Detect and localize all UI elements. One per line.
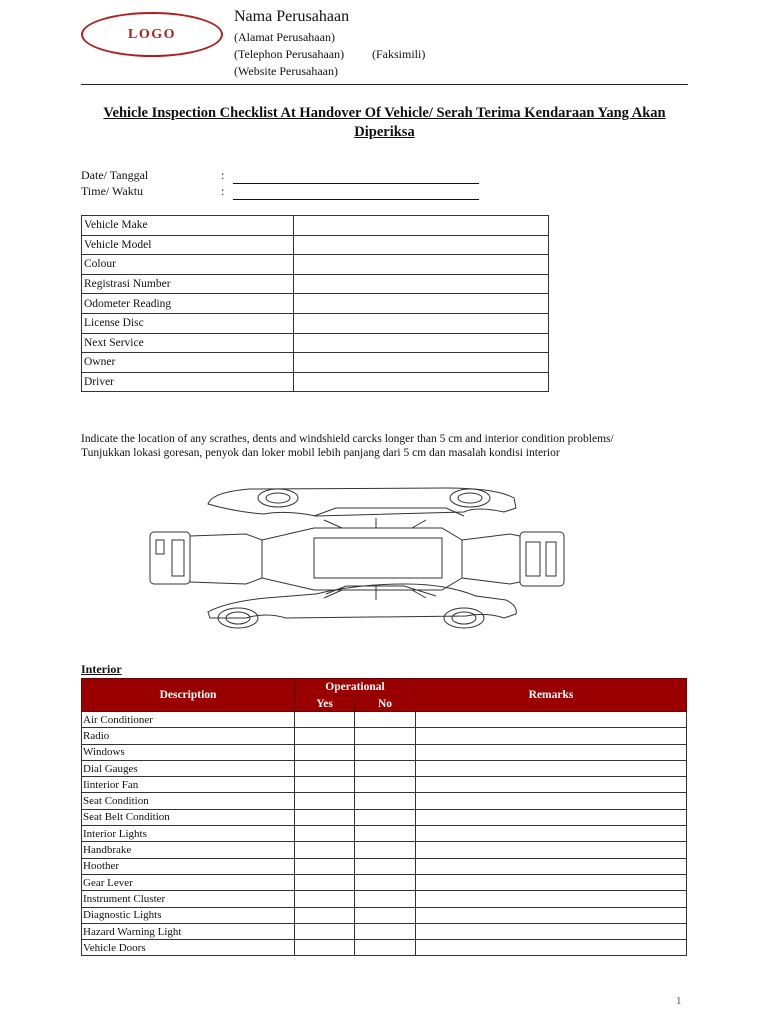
checklist-row [82, 940, 687, 956]
remarks-field[interactable] [416, 923, 687, 939]
checklist-item-label: Air Conditioner [82, 712, 295, 728]
remarks-field[interactable] [416, 760, 687, 776]
vehicle-info-value-field[interactable] [294, 255, 549, 275]
checklist-row [82, 923, 687, 939]
checklist-item-label: Seat Condition [82, 793, 295, 809]
checklist-row [82, 777, 687, 793]
checklist-row [82, 793, 687, 809]
no-checkbox-cell[interactable] [355, 728, 416, 744]
company-website: (Website Perusahaan) [234, 64, 338, 78]
remarks-field[interactable] [416, 907, 687, 923]
remarks-field[interactable] [416, 809, 687, 825]
checklist-item-label: Handbrake [82, 842, 295, 858]
interior-checklist-table [81, 678, 687, 956]
no-checkbox-cell[interactable] [355, 858, 416, 874]
vehicle-info-table [81, 215, 549, 392]
checklist-row [82, 891, 687, 907]
checklist-row [82, 760, 687, 776]
no-checkbox-cell[interactable] [355, 891, 416, 907]
checklist-item-label: Iinterior Fan [82, 777, 295, 793]
yes-checkbox-cell[interactable] [295, 907, 355, 923]
vehicle-info-label: License Disc [82, 313, 294, 333]
vehicle-info-row [82, 255, 549, 275]
yes-checkbox-cell[interactable] [295, 923, 355, 939]
remarks-field[interactable] [416, 842, 687, 858]
vehicle-info-label: Odometer Reading [82, 294, 294, 314]
vehicle-info-value-field[interactable] [294, 372, 549, 392]
no-checkbox-cell[interactable] [355, 842, 416, 858]
checklist-item-label: Seat Belt Condition [82, 809, 295, 825]
checklist-item-label: Radio [82, 728, 295, 744]
vehicle-info-value-field[interactable] [294, 353, 549, 373]
date-label: Date/ Tanggal [81, 168, 149, 182]
instruction-line-english: Indicate the location of any scrathes, dents and windshield carcks longer than 5 cm and interior condition problems/ [81, 433, 614, 445]
vehicle-info-label: Next Service [82, 333, 294, 353]
checklist-item-label: Gear Lever [82, 874, 295, 890]
description-header: Description [82, 679, 295, 712]
company-phone: (Telephon Perusahaan) [234, 47, 345, 61]
interior-section-label: Interior [81, 662, 122, 676]
vehicle-info-label: Vehicle Make [82, 216, 294, 236]
checklist-item-label: Vehicle Doors [82, 940, 295, 956]
no-checkbox-cell[interactable] [355, 923, 416, 939]
remarks-field[interactable] [416, 940, 687, 956]
remarks-field[interactable] [416, 826, 687, 842]
remarks-field[interactable] [416, 793, 687, 809]
logo-text: LOGO [127, 26, 176, 42]
yes-checkbox-cell[interactable] [295, 712, 355, 728]
vehicle-info-label: Registrasi Number [82, 274, 294, 294]
no-checkbox-cell[interactable] [355, 744, 416, 760]
car-side-view-bottom [208, 584, 516, 628]
instruction-line-indonesian: Tunjukkan lokasi goresan, penyok dan loker mobil lebih panjang dari 5 cm dan masalah kondisi interior [81, 447, 560, 459]
checklist-row [82, 744, 687, 760]
no-checkbox-cell[interactable] [355, 712, 416, 728]
yes-checkbox-cell[interactable] [295, 826, 355, 842]
company-name: Nama Perusahaan [234, 8, 350, 25]
vehicle-info-row [82, 216, 549, 236]
header-divider [81, 84, 688, 85]
yes-checkbox-cell[interactable] [295, 809, 355, 825]
vehicle-info-value-field[interactable] [294, 333, 549, 353]
vehicle-info-value-field[interactable] [294, 274, 549, 294]
yes-checkbox-cell[interactable] [295, 940, 355, 956]
remarks-field[interactable] [416, 891, 687, 907]
date-colon: : [221, 168, 225, 182]
yes-checkbox-cell[interactable] [295, 793, 355, 809]
no-checkbox-cell[interactable] [355, 874, 416, 890]
document-title: Vehicle Inspection Checklist At Handover Of Vehicle/ Serah Terima Kendaraan Yang Akan Diperiksa [103, 105, 666, 140]
no-checkbox-cell[interactable] [355, 777, 416, 793]
yes-checkbox-cell[interactable] [295, 728, 355, 744]
yes-header: Yes [295, 696, 355, 712]
vehicle-info-row [82, 294, 549, 314]
operational-header: Operational [295, 679, 416, 696]
time-label: Time/ Waktu [81, 184, 144, 198]
car-top-view [150, 518, 564, 600]
checklist-item-label: Interior Lights [82, 826, 295, 842]
vehicle-info-row [82, 274, 549, 294]
yes-checkbox-cell[interactable] [295, 760, 355, 776]
no-checkbox-cell[interactable] [355, 809, 416, 825]
vehicle-info-value-field[interactable] [294, 313, 549, 333]
remarks-field[interactable] [416, 777, 687, 793]
vehicle-info-label: Driver [82, 372, 294, 392]
checklist-item-label: Diagnostic Lights [82, 907, 295, 923]
yes-checkbox-cell[interactable] [295, 858, 355, 874]
checklist-item-label: Windows [82, 744, 295, 760]
vehicle-info-label: Vehicle Model [82, 235, 294, 255]
yes-checkbox-cell[interactable] [295, 777, 355, 793]
yes-checkbox-cell[interactable] [295, 842, 355, 858]
checklist-row [82, 809, 687, 825]
time-colon: : [221, 184, 225, 198]
remarks-header: Remarks [416, 679, 687, 712]
checklist-row [82, 728, 687, 744]
no-checkbox-cell[interactable] [355, 760, 416, 776]
remarks-field[interactable] [416, 858, 687, 874]
car-diagram[interactable] [146, 484, 570, 634]
checklist-item-label: Instrument Cluster [82, 891, 295, 907]
company-logo [81, 12, 223, 57]
vehicle-info-row [82, 353, 549, 373]
no-checkbox-cell[interactable] [355, 940, 416, 956]
checklist-item-label: Hoother [82, 858, 295, 874]
damage-instruction [81, 432, 691, 460]
checklist-row [82, 842, 687, 858]
remarks-field[interactable] [416, 712, 687, 728]
vehicle-info-label: Colour [82, 255, 294, 275]
car-side-view-top [208, 488, 516, 516]
checklist-row [82, 858, 687, 874]
no-checkbox-cell[interactable] [355, 907, 416, 923]
company-fax: (Faksimili) [372, 47, 426, 61]
checklist-item-label: Dial Gauges [82, 760, 295, 776]
remarks-field[interactable] [416, 728, 687, 744]
no-checkbox-cell[interactable] [355, 826, 416, 842]
checklist-row [82, 826, 687, 842]
yes-checkbox-cell[interactable] [295, 874, 355, 890]
checklist-row [82, 907, 687, 923]
checklist-row [82, 712, 687, 728]
remarks-field[interactable] [416, 874, 687, 890]
vehicle-info-value-field[interactable] [294, 235, 549, 255]
checklist-item-label: Hazard Warning Light [82, 923, 295, 939]
page-number: 1 [676, 995, 682, 1007]
vehicle-info-row [82, 235, 549, 255]
checklist-row [82, 874, 687, 890]
date-field[interactable] [233, 170, 479, 184]
vehicle-info-row [82, 313, 549, 333]
yes-checkbox-cell[interactable] [295, 891, 355, 907]
vehicle-info-value-field[interactable] [294, 216, 549, 236]
remarks-field[interactable] [416, 744, 687, 760]
vehicle-info-value-field[interactable] [294, 294, 549, 314]
time-field[interactable] [233, 186, 479, 200]
yes-checkbox-cell[interactable] [295, 744, 355, 760]
vehicle-info-row [82, 333, 549, 353]
no-checkbox-cell[interactable] [355, 793, 416, 809]
company-address: (Alamat Perusahaan) [234, 30, 335, 44]
vehicle-info-row [82, 372, 549, 392]
no-header: No [355, 696, 416, 712]
vehicle-info-label: Owner [82, 353, 294, 373]
